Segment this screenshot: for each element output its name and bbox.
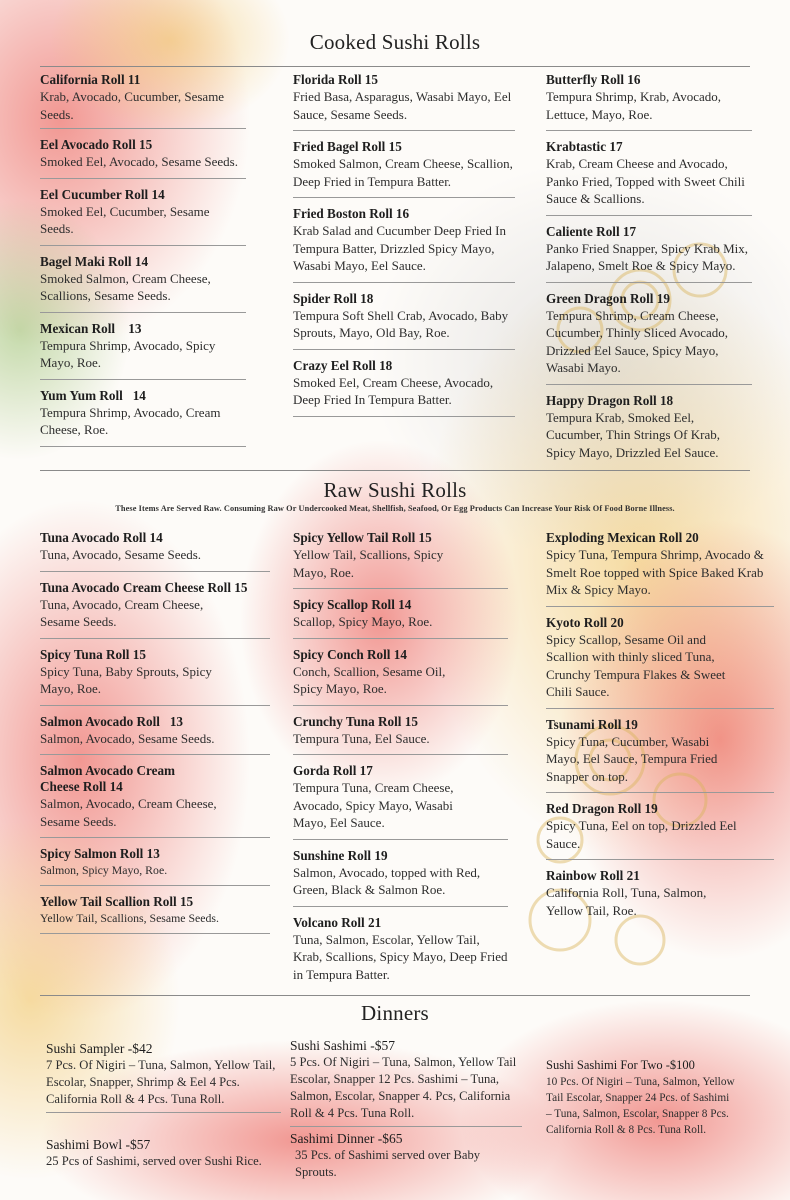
menu-item: [546, 530, 774, 607]
menu-item: [293, 915, 508, 991]
item-name: Spicy Scallop Roll 14: [293, 597, 412, 612]
menu-item: [293, 530, 508, 589]
item-description: Krab, Avocado, Cucumber, Sesame Seeds.: [40, 89, 225, 122]
item-description: Salmon, Avocado, Sesame Seeds.: [40, 730, 215, 746]
item-description: Tempura Shrimp, Krab, Avocado, Lettuce, Mayo, Roe.: [546, 89, 722, 122]
item-description: Salmon, Avocado, Cream Cheese, Sesame Seeds.: [40, 796, 217, 829]
menu-item: [40, 321, 246, 380]
item-name: Fried Bagel Roll 15: [293, 139, 402, 154]
item-name: Tsunami Roll 19: [546, 716, 638, 732]
menu-item: [40, 846, 270, 886]
item-description: Krab Salad and Cucumber Deep Fried In Tempura Batter, Drizzled Spicy Mayo, Wasabi Mayo, Eel Sauce.: [293, 223, 506, 273]
item-name: Volcano Roll 21: [293, 914, 382, 930]
item-name: Salmon Avocado Cream Cheese Roll 14: [40, 763, 176, 794]
section-title-cooked: Cooked Sushi Rolls: [309, 30, 481, 54]
raw-column-2: [293, 530, 508, 998]
section-divider: [40, 66, 750, 67]
menu-item: [546, 801, 774, 860]
menu-item: [546, 291, 752, 385]
item-description: Spicy Tuna, Cucumber, Wasabi Mayo, Eel Sauce, Tempura Fried Snapper on top.: [546, 733, 718, 784]
section-divider: [40, 470, 750, 471]
menu-item: [293, 139, 515, 198]
item-name: Spicy Conch Roll 14: [293, 646, 407, 662]
menu-item: [546, 717, 774, 794]
menu-item: [40, 530, 270, 572]
item-name: Green Dragon Roll 19: [546, 290, 670, 306]
dinner-item: [290, 1037, 522, 1127]
item-description: Salmon, Avocado, topped with Red, Green, Black & Salmon Roe.: [293, 864, 481, 897]
item-description: Smoked Eel, Cucumber, Sesame Seeds.: [40, 203, 210, 236]
item-name: Sashimi Bowl -$57: [46, 1137, 151, 1152]
item-description: Tuna, Salmon, Escolar, Yellow Tail, Krab, Scallions, Spicy Mayo, Deep Fried in Tempura Batter.: [293, 931, 508, 982]
item-description: Spicy Tuna, Baby Sprouts, Spicy Mayo, Roe.: [40, 663, 212, 696]
item-name: Crazy Eel Roll 18: [293, 357, 393, 373]
menu-item: [293, 647, 508, 706]
item-description: Tuna, Avocado, Sesame Seeds.: [40, 547, 202, 562]
menu-item: [546, 224, 752, 283]
menu-item: [40, 187, 246, 246]
item-description: 25 Pcs of Sashimi, served over Sushi Rice.: [46, 1154, 262, 1168]
item-name: Tuna Avocado Roll 14: [40, 530, 163, 545]
item-name: Happy Dragon Roll 18: [546, 392, 674, 408]
item-description: Smoked Eel, Avocado, Sesame Seeds.: [40, 154, 238, 169]
menu-item: [40, 388, 246, 447]
item-name: Crunchy Tuna Roll 15: [293, 713, 418, 729]
item-description: Tempura Shrimp, Cream Cheese, Cucumber, Thinly Sliced Avocado, Drizzled Eel Sauce, Spicy Mayo, Wasabi Mayo.: [546, 307, 729, 375]
item-description: Salmon, Spicy Mayo, Roe.: [40, 863, 168, 877]
item-name: Gorda Roll 17: [293, 763, 373, 778]
item-description: Yellow Tail, Scallions, Sesame Seeds.: [40, 911, 219, 925]
section-divider: [40, 995, 750, 996]
item-name: Krabtastic 17: [546, 139, 623, 154]
item-description: Tempura Soft Shell Crab, Avocado, Baby Sprouts, Mayo, Old Bay, Roe.: [293, 307, 509, 340]
item-name: Bagel Maki Roll 14: [40, 253, 149, 269]
menu-item: [40, 254, 246, 313]
item-description: Smoked Salmon, Cream Cheese, Scallion, Deep Fried in Tempura Batter.: [293, 156, 513, 189]
dinner-item: [46, 1136, 281, 1174]
dinner-item: [290, 1130, 522, 1185]
menu-item: [40, 647, 270, 706]
item-name: Kyoto Roll 20: [546, 614, 624, 630]
item-description: Tempura Shrimp, Avocado, Cream Cheese, Roe.: [40, 404, 221, 437]
item-name: Sushi Sampler -$42: [46, 1041, 153, 1056]
item-name: Red Dragon Roll 19: [546, 801, 658, 816]
item-name: Mexican Roll 13: [40, 320, 142, 336]
item-name: Spider Roll 18: [293, 290, 374, 306]
menu-item: [40, 137, 246, 179]
menu-item: [546, 139, 752, 216]
item-description: 7 Pcs. Of Nigiri – Tuna, Salmon, Yellow Tail, Escolar, Snapper, Shrimp & Eel 4 Pcs. California Roll & 4 Pcs. Tuna Roll.: [46, 1058, 276, 1106]
item-name: Spicy Yellow Tail Roll 15: [293, 530, 432, 545]
item-name: Spicy Salmon Roll 13: [40, 846, 160, 861]
item-description: Smoked Salmon, Cream Cheese, Scallions, Sesame Seeds.: [40, 270, 211, 303]
section-title-dinners: Dinners: [361, 1001, 429, 1025]
item-name: Florida Roll 15: [293, 72, 378, 87]
menu-item: [293, 206, 515, 283]
menu-item: [293, 848, 508, 907]
item-description: Tempura Tuna, Cream Cheese, Avocado, Spicy Mayo, Wasabi Mayo, Eel Sauce.: [293, 780, 454, 830]
item-name: Yellow Tail Scallion Roll 15: [40, 894, 194, 909]
item-name: Eel Cucumber Roll 14: [40, 186, 165, 202]
item-name: Yum Yum Roll 14: [40, 387, 146, 403]
dinner-item: [46, 1040, 281, 1113]
item-description: Conch, Scallion, Sesame Oil, Spicy Mayo, Roe.: [293, 663, 446, 696]
menu-item: [293, 597, 508, 639]
item-description: Fried Basa, Asparagus, Wasabi Mayo, Eel Sauce, Sesame Seeds.: [293, 89, 512, 122]
menu-item: [293, 714, 508, 756]
menu-item: [546, 393, 752, 469]
menu-item: [40, 894, 270, 934]
item-name: Sushi Sashimi -$57: [290, 1038, 396, 1053]
item-description: Spicy Scallop, Sesame Oil and Scallion with thinly sliced Tuna, Crunchy Tempura Flakes & Sweet Chili Sauce.: [546, 631, 726, 699]
item-name: Butterfly Roll 16: [546, 72, 641, 87]
item-name: Caliente Roll 17: [546, 223, 637, 239]
section-title-raw: Raw Sushi Rolls: [323, 478, 467, 502]
item-description: Tuna, Avocado, Cream Cheese, Sesame Seeds.: [40, 596, 204, 629]
item-name: Sushi Sashimi For Two -$100: [546, 1058, 695, 1072]
item-name: Sashimi Dinner -$65: [290, 1131, 403, 1146]
item-name: Eel Avocado Roll 15: [40, 137, 153, 152]
menu-item: [546, 72, 752, 131]
item-description: California Roll, Tuna, Salmon, Yellow Tail, Roe.: [546, 885, 707, 918]
menu-item: [40, 580, 270, 639]
item-description: 5 Pcs. Of Nigiri – Tuna, Salmon, Yellow Tail Escolar, Snapper 12 Pcs. Sashimi – Tuna, Salmon, Escolar, Snapper 4. Pcs, California Roll & 4 Pcs. Tuna Roll.: [290, 1055, 517, 1120]
item-name: Spicy Tuna Roll 15: [40, 646, 146, 662]
item-description: Panko Fried Snapper, Spicy Krab Mix, Jalapeno, Smelt Roe & Spicy Mayo.: [546, 240, 749, 273]
item-description: Scallop, Spicy Mayo, Roe.: [293, 614, 433, 629]
menu-item: [40, 714, 270, 756]
menu-item: [293, 72, 515, 131]
menu-item: [293, 291, 515, 350]
item-name: Rainbow Roll 21: [546, 868, 640, 883]
menu-item: [546, 615, 774, 709]
dinner-item: [546, 1057, 736, 1142]
item-name: Exploding Mexican Roll 20: [546, 530, 699, 545]
menu-item: [293, 358, 515, 417]
menu-item: [40, 763, 270, 838]
item-description: Tempura Tuna, Eel Sauce.: [293, 730, 430, 746]
cooked-column-1: [40, 72, 246, 455]
item-name: Fried Boston Roll 16: [293, 206, 410, 221]
cooked-column-3: [546, 72, 752, 476]
item-description: Smoked Eel, Cream Cheese, Avocado, Deep Fried In Tempura Batter.: [293, 374, 494, 407]
raw-food-warning: These Items Are Served Raw. Consuming Raw Or Undercooked Meat, Shellfish, Seafood, Or Egg Products Can Increase Your Risk Of Food Borne Illness.: [115, 504, 675, 513]
item-description: Spicy Tuna, Tempura Shrimp, Avocado & Smelt Roe topped with Spice Baked Krab Mix & Spicy Mayo.: [546, 547, 764, 597]
menu-item: [40, 72, 246, 129]
raw-column-3: [546, 530, 774, 934]
item-description: 35 Pcs. of Sashimi served over Baby Sprouts.: [295, 1148, 481, 1179]
item-name: Sunshine Roll 19: [293, 847, 388, 863]
raw-column-1: [40, 530, 270, 942]
item-description: Spicy Tuna, Eel on top, Drizzled Eel Sauce.: [546, 818, 737, 851]
item-description: Tempura Shrimp, Avocado, Spicy Mayo, Roe.: [40, 337, 216, 370]
item-description: Krab, Cream Cheese and Avocado, Panko Fried, Topped with Sweet Chili Sauce & Scallions.: [546, 156, 745, 206]
item-name: Salmon Avocado Roll 13: [40, 713, 184, 729]
item-description: 10 Pcs. Of Nigiri – Tuna, Salmon, Yellow Tail Escolar, Snapper 24 Pcs. of Sashimi – Tuna, Salmon, Escolar, Snapper 8 Pcs. California Roll & 8 Pcs. Tuna Roll.: [546, 1076, 735, 1136]
menu-item: [546, 868, 774, 926]
menu-item: [293, 763, 508, 840]
item-name: California Roll 11: [40, 72, 141, 87]
item-name: Tuna Avocado Cream Cheese Roll 15: [40, 579, 248, 595]
item-description: Tempura Krab, Smoked Eel, Cucumber, Thin Strings Of Krab, Spicy Mayo, Drizzled Eel Sauce.: [546, 409, 720, 460]
cooked-column-2: [293, 72, 515, 425]
item-description: Yellow Tail, Scallions, Spicy Mayo, Roe.: [293, 547, 444, 580]
